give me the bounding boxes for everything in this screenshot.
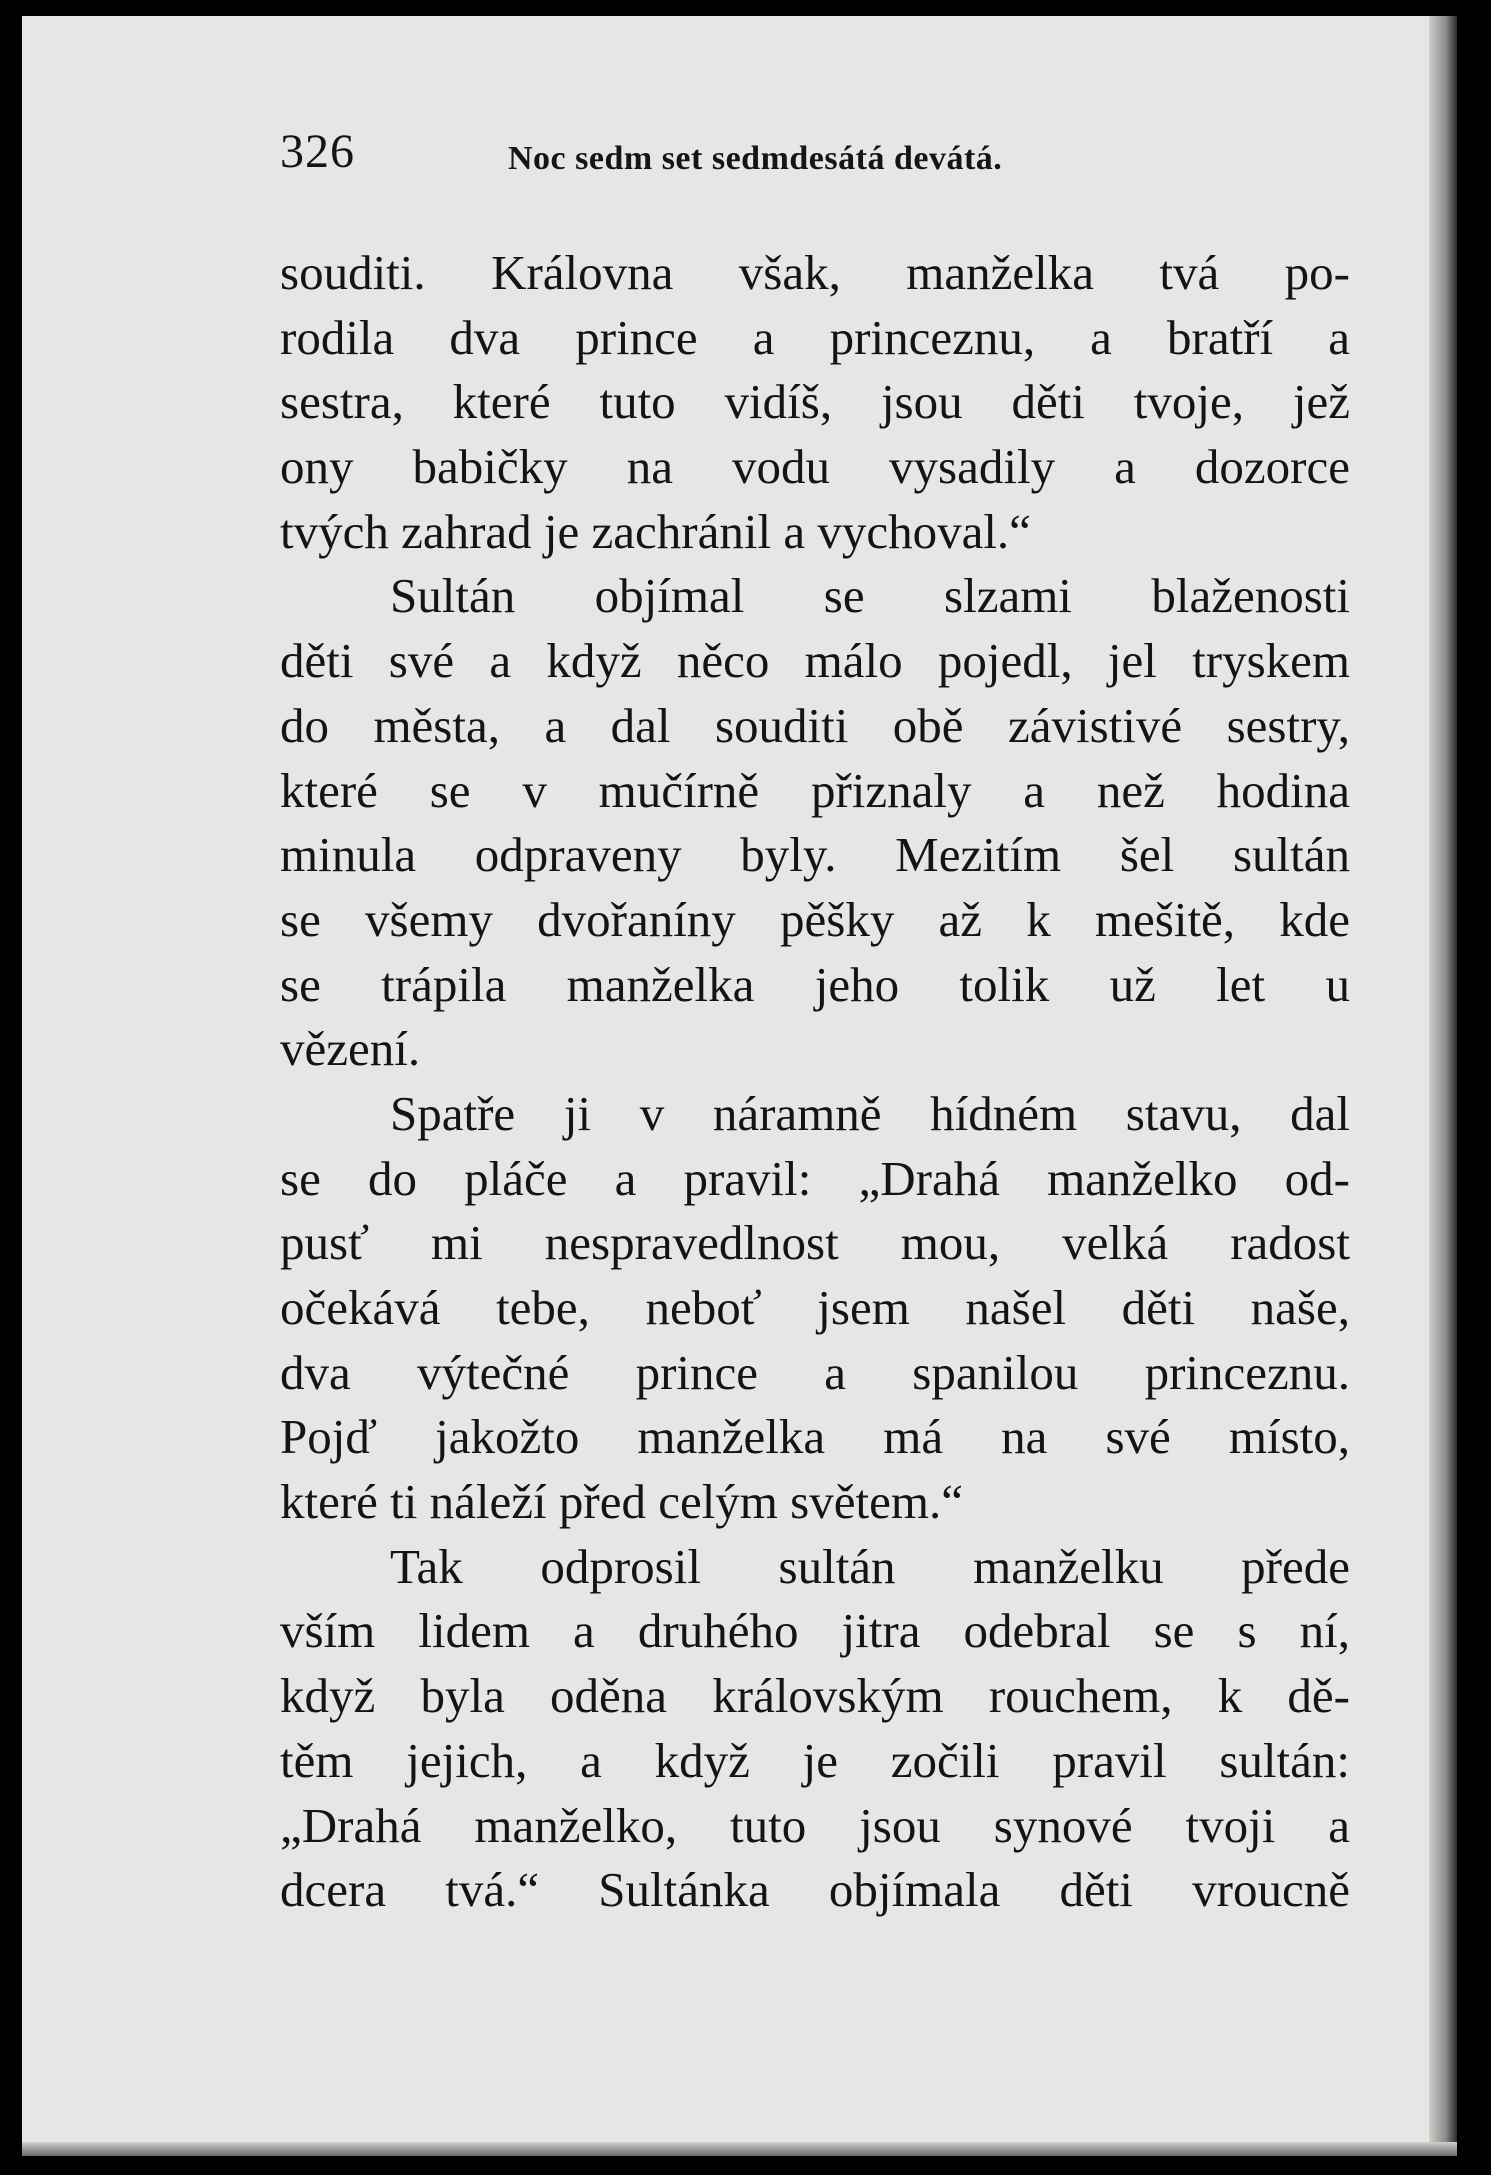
text-line: které ti náleží před celým světem.“ — [280, 1474, 963, 1530]
text-line: ony babičky na vodu vysadily a dozorce — [280, 439, 1350, 495]
text-line: Spatře ji v náramně hídném stavu, dal — [390, 1085, 1350, 1141]
text-line: které se v mučírně přiznaly a než hodina — [280, 762, 1350, 818]
text-line: souditi. Královna však, manželka tvá po- — [280, 245, 1350, 300]
text-line: když byla oděna královským rouchem, k dě- — [280, 1668, 1350, 1724]
text-line: do města, a dal souditi obě závistivé sestry, — [280, 697, 1350, 753]
text-line: Sultán objímal se slzami blaženosti — [390, 568, 1350, 624]
text-line: „Drahá manželko, tuto jsou synové tvoji a — [280, 1797, 1350, 1853]
text-line: se všemy dvořaníny pěšky až k mešitě, kde — [280, 891, 1350, 947]
text-line: Tak odprosil sultán manželku přede — [390, 1538, 1350, 1594]
page-bottom-edge — [22, 2142, 1457, 2156]
text-line: očekává tebe, neboť jsem našel děti naše, — [280, 1280, 1350, 1335]
body-text — [280, 241, 1350, 1923]
text-line: vězení. — [280, 1021, 421, 1077]
page-gutter-shadow — [1429, 16, 1457, 2156]
text-line: se trápila manželka jeho tolik už let u — [280, 956, 1350, 1012]
text-line: minula odpraveny byly. Mezitím šel sultán — [280, 827, 1350, 883]
text-line: Pojď jakožto manželka má na své místo, — [280, 1409, 1350, 1465]
text-line: rodila dva prince a princeznu, a bratří a — [280, 309, 1350, 365]
text-line: sestra, které tuto vidíš, jsou děti tvoje, jež — [280, 374, 1350, 430]
book-page — [22, 16, 1457, 2156]
page-number: 326 — [280, 125, 355, 178]
text-line: vším lidem a druhého jitra odebral se s ní, — [280, 1603, 1350, 1659]
running-head-title: Noc sedm set sedmdesátá devátá. — [508, 140, 1003, 177]
running-head — [280, 124, 1350, 184]
text-line: dcera tvá.“ Sultánka objímala děti vroucně — [280, 1862, 1350, 1918]
text-line: těm jejich, a když je zočili pravil sultán: — [280, 1732, 1350, 1788]
text-line: děti své a když něco málo pojedl, jel tryskem — [280, 633, 1350, 689]
text-line: pusť mi nespravedlnost mou, velká radost — [280, 1215, 1350, 1271]
text-line: tvých zahrad je zachránil a vychoval.“ — [280, 503, 1031, 559]
text-line: dva výtečné prince a spanilou princeznu. — [280, 1344, 1350, 1400]
text-line: se do pláče a pravil: „Drahá manželko od- — [280, 1150, 1350, 1206]
